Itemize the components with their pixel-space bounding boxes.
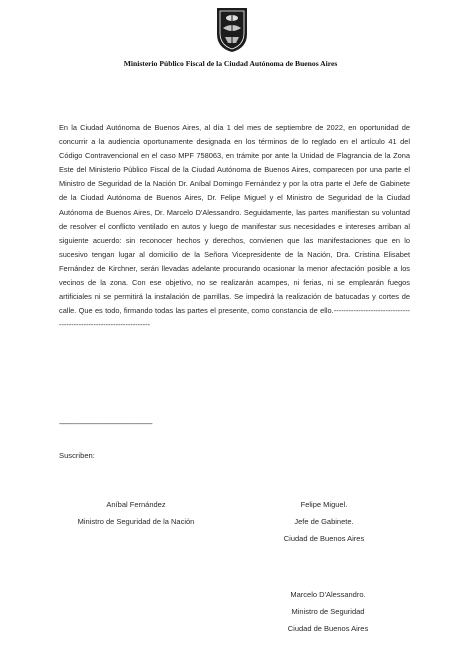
signature-block-marcelo	[270, 586, 386, 637]
agreement-paragraph: En la Ciudad Autónoma de Buenos Aires, al día 1 del mes de septiembre de 2022, en oportunidad de concurrir a la audiencia oportunamente designada en los términos de lo reglado en el artículo 41 del Código Contravencional en el caso MPF 758063, en trámite por ante la Unidad de Flagrancia de la Zona Este del Ministerio Público Fiscal de la Ciudad Autónoma de Buenos Aires, comparecen por una parte el Ministro de Seguridad de la Nación Dr. Aníbal Domingo Fernández y por la otra parte el Jefe de Gabinete de la Ciudad Autónoma de Buenos Aires, Dr. Felipe Miguel y el Ministro de Seguridad de la Ciudad Autónoma de Buenos Aires, Dr. Marcelo D'Alessandro. Seguidamente, las partes manifiestan su voluntad de resolver el conflicto ventilado en autos y luego de manifestar sus necesidades e intereses arriban al siguiente acuerdo: sin reconocer hechos y derechos, convienen que las manifestaciones que en lo sucesivo tengan lugar al domicilio de la Señora Vicepresidente de la Nación, Dra. Cristina Elisabet Fernández de Kirchner, serán llevadas adelante procurando ocasionar la menor afectación posible a los vecinos de la zona. Con ese objetivo, no se realizarán acampes, ni ferias, ni se emplearán fuegos artificiales ni se permitirá la instalación de parrillas. Se impedirá la realización de batucadas y cortes de calle. Que es todo, firmando todas las partes el presente, como constancia de ello.--------------------------------------------------------------------	[59, 123, 410, 330]
ministry-seal-icon	[214, 4, 250, 54]
signature-block-felipe	[268, 496, 380, 547]
signatory-org: Ciudad de Buenos Aires	[283, 534, 365, 543]
signatory-title: Ministro de Seguridad de la Nación	[77, 517, 195, 526]
signatory-name: Aníbal Fernández	[106, 500, 166, 509]
institution-header: Ministerio Público Fiscal de la Ciudad Autónoma de Buenos Aires	[123, 59, 338, 68]
signatory-org: Ciudad de Buenos Aires	[287, 624, 369, 633]
dash-filler-line: --------------------------------------------------	[59, 419, 153, 428]
signatory-name: Felipe Miguel.	[300, 500, 348, 509]
signatory-name: Marcelo D'Alessandro.	[290, 590, 366, 599]
signature-block-anibal	[55, 496, 217, 530]
signatory-title: Jefe de Gabinete.	[294, 517, 354, 526]
signatory-title: Ministro de Seguridad	[291, 607, 365, 616]
suscriben-label: Suscriben:	[59, 451, 95, 460]
